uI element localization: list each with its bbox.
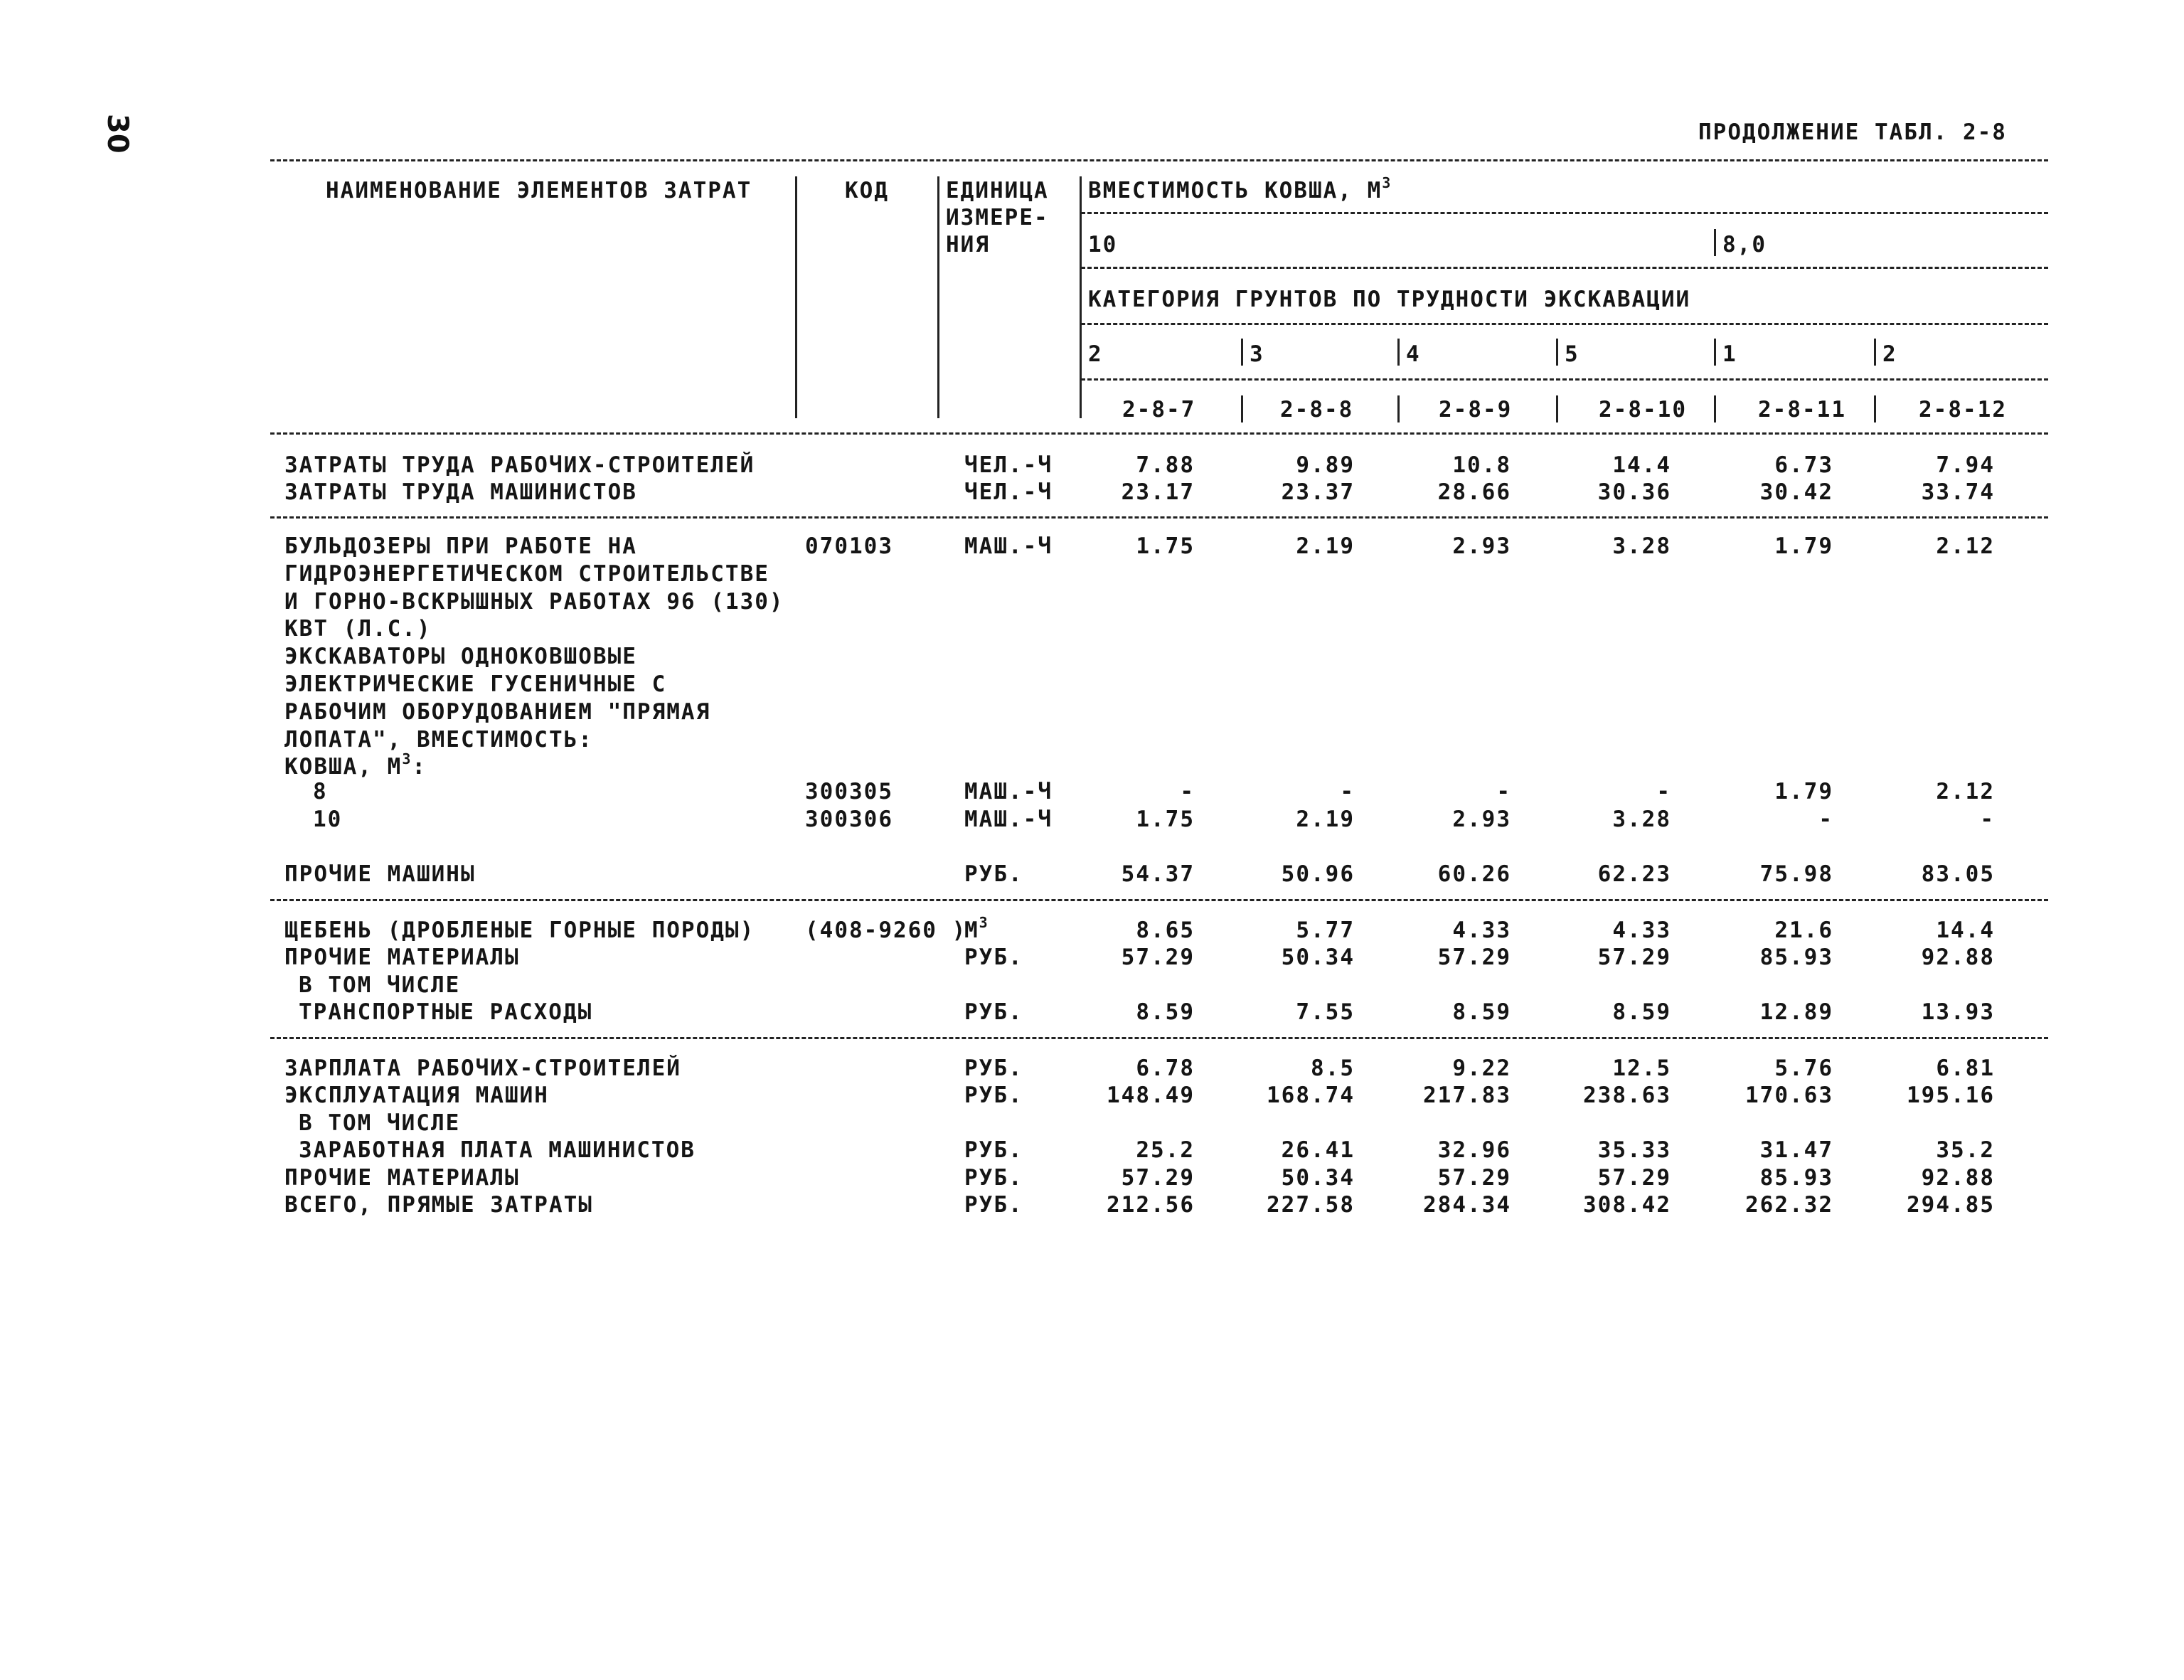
- row-code: 300305: [805, 779, 893, 804]
- row-name: В ТОМ ЧИСЛЕ: [299, 1110, 461, 1136]
- row-value: 35.2: [1936, 1137, 1995, 1163]
- row-value: 32.96: [1437, 1137, 1511, 1163]
- row-value: 4.33: [1612, 918, 1671, 943]
- row-name: КОВША, $М^3$:: [284, 750, 427, 780]
- row-value: 7.88: [1136, 452, 1195, 478]
- row-value: 50.34: [1281, 945, 1355, 970]
- row-value: 6.78: [1136, 1056, 1195, 1081]
- row-code: 070103: [805, 533, 893, 559]
- row-name: ПРОЧИЕ МАТЕРИАЛЫ: [284, 1165, 520, 1191]
- row-value: 7.94: [1936, 452, 1995, 478]
- row-value: 1.75: [1136, 807, 1195, 832]
- row-name: ЗАТРАТЫ ТРУДА РАБОЧИХ-СТРОИТЕЛЕЙ: [284, 452, 755, 478]
- row-value: 217.83: [1423, 1083, 1511, 1108]
- row-name: ЗАРАБОТНАЯ ПЛАТА МАШИНИСТОВ: [299, 1137, 696, 1163]
- header-unit-line-1: ЕДИНИЦА: [946, 178, 1049, 203]
- row-value: -: [1818, 807, 1833, 832]
- row-value: 23.17: [1121, 479, 1195, 505]
- rule-category-bottom: [1081, 323, 2048, 325]
- row-value: -: [1980, 807, 1995, 832]
- row-value: 7.55: [1296, 999, 1355, 1025]
- rule-header-bottom: [270, 432, 2048, 435]
- row-name: БУЛЬДОЗЕРЫ ПРИ РАБОТЕ НА: [284, 533, 637, 559]
- row-value: 54.37: [1121, 861, 1195, 887]
- row-value: 238.63: [1583, 1083, 1671, 1108]
- row-value: 92.88: [1921, 945, 1995, 970]
- header-divider-code: [937, 176, 939, 418]
- row-value: 2.12: [1936, 779, 1995, 804]
- row-value: 62.23: [1597, 861, 1671, 887]
- category-divider-2: [1874, 339, 1876, 366]
- row-value: 21.6: [1774, 918, 1833, 943]
- header-code-col: КОД: [845, 178, 889, 203]
- superscript: 3: [979, 914, 989, 931]
- row-value: 227.58: [1267, 1192, 1355, 1218]
- column-code: 2-8-7: [1122, 397, 1196, 422]
- row-value: 8.59: [1136, 999, 1195, 1025]
- row-name: ЗАТРАТЫ ТРУДА МАШИНИСТОВ: [284, 479, 637, 505]
- row-value: 212.56: [1107, 1192, 1195, 1218]
- row-value: 9.22: [1452, 1056, 1511, 1081]
- row-unit: РУБ.: [964, 861, 1023, 887]
- row-value: 57.29: [1437, 945, 1511, 970]
- row-name: ВСЕГО, ПРЯМЫЕ ЗАТРАТЫ: [284, 1192, 593, 1218]
- row-value: 284.34: [1423, 1192, 1511, 1218]
- row-unit: ЧЕЛ.-Ч: [964, 479, 1053, 505]
- category-divider-4: [1397, 339, 1400, 366]
- row-value: 308.42: [1583, 1192, 1671, 1218]
- row-value: 30.42: [1759, 479, 1833, 505]
- column-code: 2-8-11: [1758, 397, 1846, 422]
- row-value: 35.33: [1597, 1137, 1671, 1163]
- header-divider-unit: [1080, 176, 1082, 418]
- row-value: 57.29: [1121, 945, 1195, 970]
- row-value: 12.5: [1612, 1056, 1671, 1081]
- row-value: -: [1656, 779, 1671, 804]
- category-divider-5: [1556, 339, 1558, 366]
- row-value: 195.16: [1907, 1083, 1995, 1108]
- code-divider-11: [1714, 395, 1716, 422]
- row-name: РАБОЧИМ ОБОРУДОВАНИЕМ "ПРЯМАЯ: [284, 698, 711, 725]
- row-unit: РУБ.: [964, 1165, 1023, 1191]
- row-value: 2.19: [1296, 807, 1355, 832]
- page-number: 30: [101, 114, 134, 154]
- row-code: (408-9260 ): [805, 918, 967, 943]
- row-name: ЭКСПЛУАТАЦИЯ МАШИН: [284, 1083, 549, 1108]
- row-value: 8.59: [1612, 999, 1671, 1025]
- row-value: 168.74: [1267, 1083, 1355, 1108]
- row-name: ЛОПАТА", ВМЕСТИМОСТЬ:: [284, 726, 593, 753]
- row-value: 23.37: [1281, 479, 1355, 505]
- row-unit: РУБ.: [964, 945, 1023, 970]
- row-unit: РУБ.: [964, 999, 1023, 1025]
- row-value: 2.93: [1452, 807, 1511, 832]
- row-value: 28.66: [1437, 479, 1511, 505]
- code-divider-9: [1397, 395, 1400, 422]
- row-value: -: [1340, 779, 1355, 804]
- capacity-label: ВМЕСТИМОСТЬ КОВША, $М^3$: [1088, 174, 1392, 203]
- row-value: 5.77: [1296, 918, 1355, 943]
- row-value: 31.47: [1759, 1137, 1833, 1163]
- row-value: 30.36: [1597, 479, 1671, 505]
- row-unit: МАШ.-Ч: [964, 807, 1053, 832]
- row-value: 5.76: [1774, 1056, 1833, 1081]
- row-value: 148.49: [1107, 1083, 1195, 1108]
- row-value: 8.59: [1452, 999, 1511, 1025]
- row-value: 3.28: [1612, 807, 1671, 832]
- row-code: 300306: [805, 807, 893, 832]
- category-label: КАТЕГОРИЯ ГРУНТОВ ПО ТРУДНОСТИ ЭКСКАВАЦИИ: [1088, 287, 1691, 312]
- capacity-divider: [1714, 229, 1716, 256]
- row-unit: РУБ.: [964, 1192, 1023, 1218]
- row-value: 262.32: [1745, 1192, 1833, 1218]
- row-value: 25.2: [1136, 1137, 1195, 1163]
- row-unit: МАШ.-Ч: [964, 533, 1053, 559]
- row-value: 6.73: [1774, 452, 1833, 478]
- row-name: ГИДРОЭНЕРГЕТИЧЕСКОМ СТРОИТЕЛЬСТВЕ: [284, 560, 769, 587]
- row-value: 2.12: [1936, 533, 1995, 559]
- row-value: 33.74: [1921, 479, 1995, 505]
- row-value: 57.29: [1121, 1165, 1195, 1191]
- row-name: ЩЕБЕНЬ (ДРОБЛЕНЫЕ ГОРНЫЕ ПОРОДЫ): [284, 918, 755, 943]
- row-value: 2.19: [1296, 533, 1355, 559]
- row-name: ЭКСКАВАТОРЫ ОДНОКОВШОВЫЕ: [284, 644, 637, 670]
- row-value: 50.34: [1281, 1165, 1355, 1191]
- row-value: 57.29: [1437, 1165, 1511, 1191]
- row-name: ПРОЧИЕ МАТЕРИАЛЫ: [284, 945, 520, 970]
- rule-section-3: [270, 1037, 2048, 1039]
- category-value: 2: [1882, 341, 1897, 367]
- category-divider-3: [1241, 339, 1243, 366]
- row-value: 85.93: [1759, 945, 1833, 970]
- header-unit-line-2: ИЗМЕРЕ-: [946, 205, 1049, 230]
- header-unit-line-3: НИЯ: [946, 232, 990, 257]
- row-value: 1.75: [1136, 533, 1195, 559]
- code-divider-12: [1874, 395, 1876, 422]
- row-unit: РУБ.: [964, 1056, 1023, 1081]
- row-name: ПРОЧИЕ МАШИНЫ: [284, 861, 476, 887]
- row-name: 8: [313, 779, 328, 804]
- row-unit: $М^3$: [964, 914, 989, 943]
- row-value: 75.98: [1759, 861, 1833, 887]
- row-value: 170.63: [1745, 1083, 1833, 1108]
- row-value: 57.29: [1597, 1165, 1671, 1191]
- row-value: 2.93: [1452, 533, 1511, 559]
- column-code: 2-8-12: [1919, 397, 2007, 422]
- rule-section-1: [270, 516, 2048, 519]
- header-divider-name: [795, 176, 797, 418]
- row-name: ЗАРПЛАТА РАБОЧИХ-СТРОИТЕЛЕЙ: [284, 1056, 681, 1081]
- row-name: ЭЛЕКТРИЧЕСКИЕ ГУСЕНИЧНЫЕ С: [284, 671, 667, 697]
- column-code: 2-8-9: [1439, 397, 1513, 422]
- capacity-value-10: 10: [1088, 232, 1118, 257]
- category-value: 5: [1565, 341, 1580, 367]
- table-caption: ПРОДОЛЖЕНИЕ ТАБЛ. 2-8: [1698, 119, 2007, 145]
- row-unit: РУБ.: [964, 1137, 1023, 1163]
- row-value: 8.65: [1136, 918, 1195, 943]
- row-value: 14.4: [1612, 452, 1671, 478]
- row-value: 26.41: [1281, 1137, 1355, 1163]
- rule-category-top: [1081, 267, 2048, 269]
- rule-section-2: [270, 899, 2048, 901]
- row-value: 60.26: [1437, 861, 1511, 887]
- row-name: КВТ (Л.С.): [284, 616, 432, 642]
- category-value: 1: [1722, 341, 1737, 367]
- row-value: 1.79: [1774, 533, 1833, 559]
- header-name-col: НАИМЕНОВАНИЕ ЭЛЕМЕНТОВ ЗАТРАТ: [326, 178, 752, 203]
- row-value: 50.96: [1281, 861, 1355, 887]
- row-name: ТРАНСПОРТНЫЕ РАСХОДЫ: [299, 999, 593, 1025]
- row-value: 294.85: [1907, 1192, 1995, 1218]
- row-value: 14.4: [1936, 918, 1995, 943]
- row-value: 1.79: [1774, 779, 1833, 804]
- row-value: -: [1496, 779, 1511, 804]
- capacity-value-8: 8,0: [1722, 232, 1767, 257]
- row-value: 12.89: [1759, 999, 1833, 1025]
- rule-top: [270, 159, 2048, 161]
- row-unit: МАШ.-Ч: [964, 779, 1053, 804]
- rule-codes: [1081, 378, 2048, 381]
- row-value: 92.88: [1921, 1165, 1995, 1191]
- row-value: -: [1180, 779, 1195, 804]
- superscript: 3: [402, 750, 412, 768]
- column-code: 2-8-10: [1599, 397, 1687, 422]
- rule-capacity: [1081, 212, 2048, 214]
- category-value: 3: [1250, 341, 1264, 367]
- row-name: В ТОМ ЧИСЛЕ: [299, 972, 461, 998]
- row-value: 8.5: [1311, 1056, 1355, 1081]
- row-value: 85.93: [1759, 1165, 1833, 1191]
- row-value: 3.28: [1612, 533, 1671, 559]
- row-name: 10: [313, 807, 343, 832]
- row-unit: ЧЕЛ.-Ч: [964, 452, 1053, 478]
- code-divider-8: [1241, 395, 1243, 422]
- category-value: 2: [1088, 341, 1103, 367]
- row-value: 83.05: [1921, 861, 1995, 887]
- row-value: 10.8: [1452, 452, 1511, 478]
- row-value: 57.29: [1597, 945, 1671, 970]
- category-divider-1: [1714, 339, 1716, 366]
- row-value: 9.89: [1296, 452, 1355, 478]
- column-code: 2-8-8: [1280, 397, 1354, 422]
- row-value: 6.81: [1936, 1056, 1995, 1081]
- row-value: 13.93: [1921, 999, 1995, 1025]
- row-value: 4.33: [1452, 918, 1511, 943]
- category-value: 4: [1406, 341, 1421, 367]
- row-unit: РУБ.: [964, 1083, 1023, 1108]
- code-divider-10: [1556, 395, 1558, 422]
- row-name: И ГОРНО-ВСКРЫШНЫХ РАБОТАХ 96 (130): [284, 588, 784, 615]
